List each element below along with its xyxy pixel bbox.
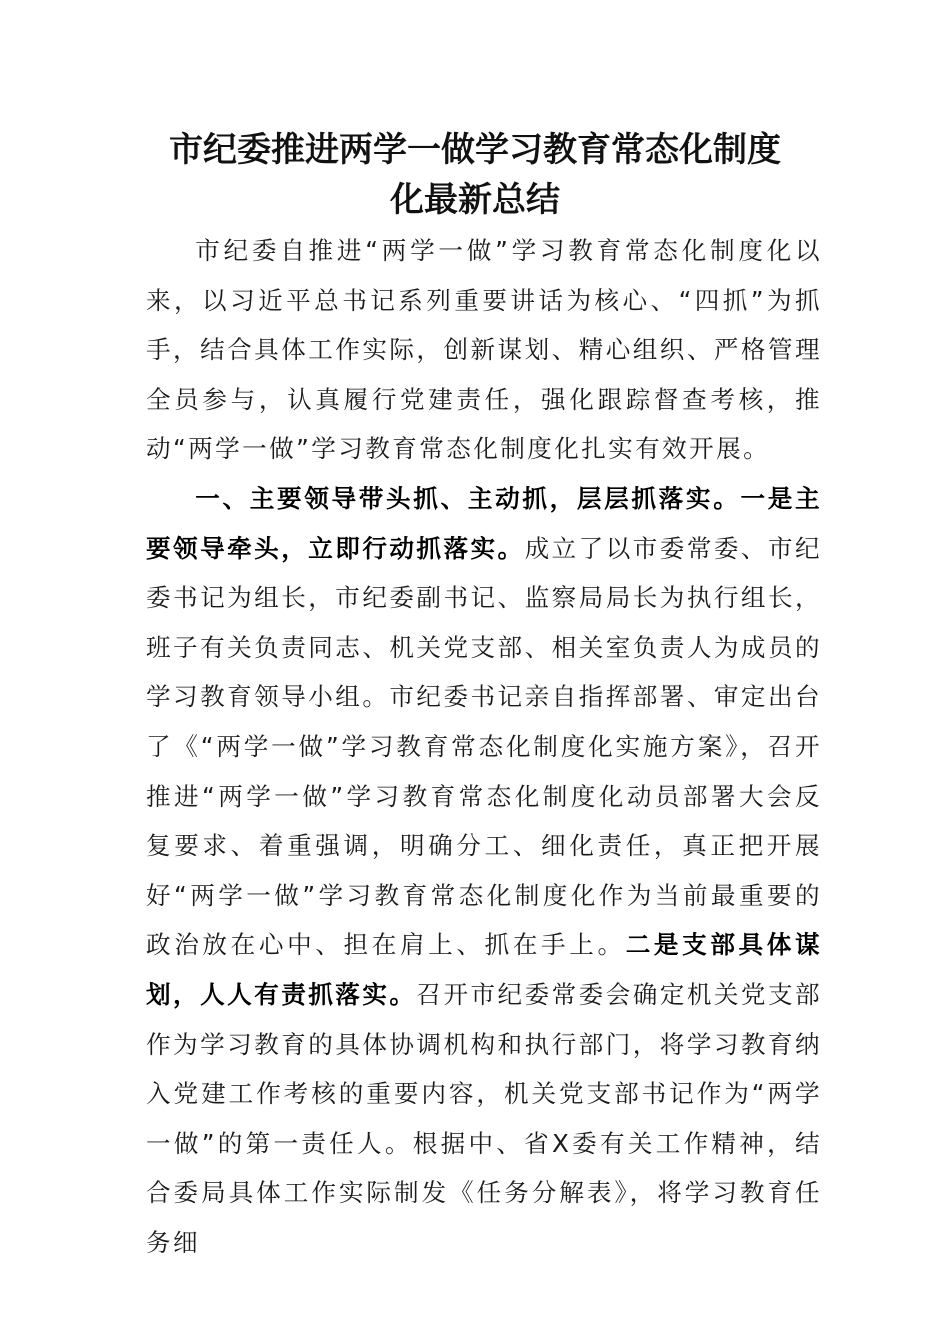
section-1-paragraph bbox=[146, 474, 822, 1268]
point-2-lead: 二是支部具体谋划，人人有责抓落实。 bbox=[146, 930, 822, 1009]
document-title-line-1: 市纪委推进两学一做学习教育常态化制度 bbox=[169, 130, 781, 170]
document-title-line-2: 化最新总结 bbox=[390, 180, 560, 220]
section-1-heading: 一、主要领导带头抓、主动抓，层层抓落实。 bbox=[195, 483, 741, 513]
intro-paragraph: 市纪委自推进“两学一做”学习教育常态化制度化以来，以习近平总书记系列重要讲话为核心、“四抓”为抓手，结合具体工作实际，创新谋划、精心组织、严格管理全员参与，认真履行党建责任，强化跟踪督查考核，推动“两学一做”学习教育常态化制度化扎实有效开展。 bbox=[146, 236, 822, 464]
point-1-text: 成立了以市委常委、市纪委书记为组长，市纪委副书记、监察局局长为执行组长，班子有关负责同志、机关党支部、相关室负责人为成员的学习教育领导小组。市纪委书记亲自指挥部署、审定出台了《“两学一做”学习教育常态化制度化实施方案》，召开推进“两学一做”学习教育常态化制度化动员部署大会反复要求、着重强调，明确分工、细化责任，真正把开展好“两学一做”学习教育常态化制度化作为当前最重要的政治放在心中、担在肩上、抓在手上。 bbox=[146, 533, 823, 960]
point-2-text: 召开市纪委常委会确定机关党支部作为学习教育的具体协调机构和执行部门，将学习教育纳入党建工作考核的重要内容，机关党支部书记作为“两学一做”的第一责任人。根据中、省X委有关工作精神，结合委局具体工作实际制发《任务分解表》，将学习教育任务细 bbox=[146, 979, 822, 1257]
point-1-lead: 一是主要领导牵头，立即行动抓落实。 bbox=[146, 483, 822, 563]
document-body bbox=[146, 226, 822, 1267]
